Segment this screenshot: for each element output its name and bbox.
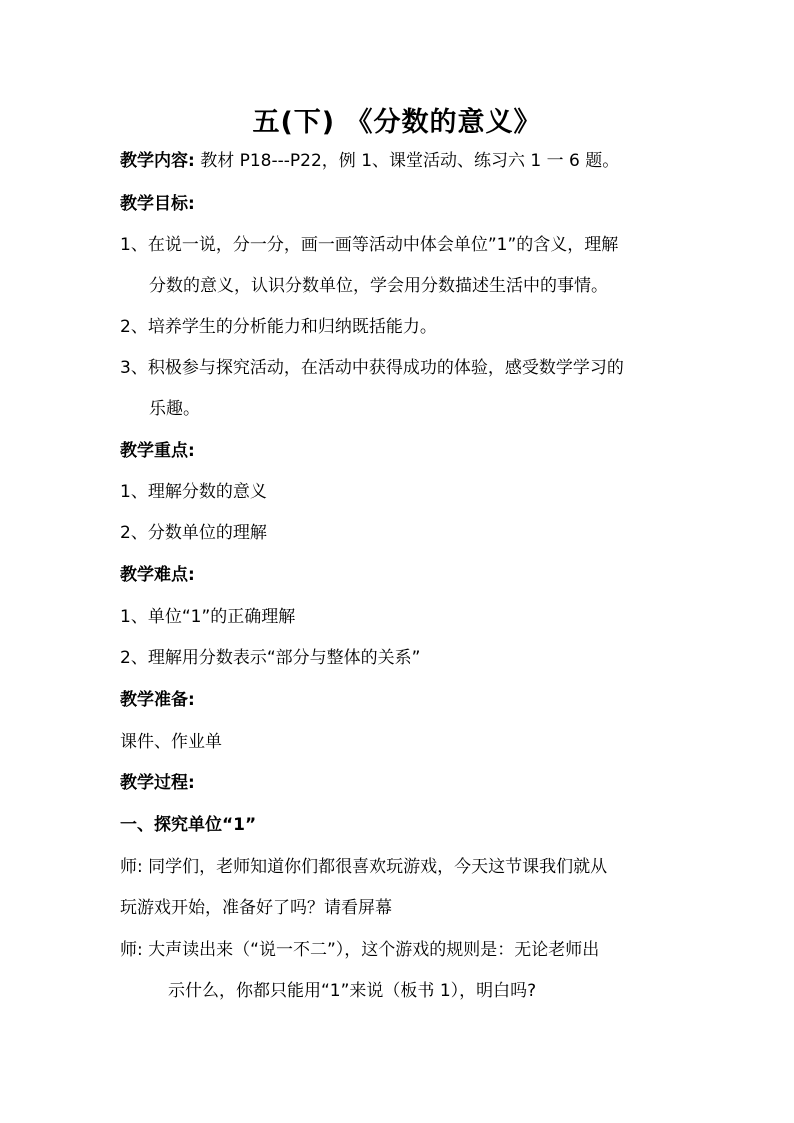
goal-item-3: 3、积极参与探究活动，在活动中获得成功的体验，感受数学学习的 [120, 358, 624, 378]
preparation-text: 课件、作业单 [120, 732, 222, 752]
document-title: 五(下) 《分数的意义》 [252, 107, 542, 138]
process-line-1: 师: 同学们，老师知道你们都很喜欢玩游戏，今天这节课我们就从 [120, 857, 608, 877]
goal-item-2: 2、培养学生的分析能力和归纳既括能力。 [120, 317, 437, 337]
key-point-item-2: 2、分数单位的理解 [120, 523, 267, 543]
goal-item-1-cont: 分数的意义，认识分数单位，学会用分数描述生活中的事情。 [149, 276, 608, 296]
difficulty-item-2: 2、理解用分数表示“部分与整体的关系” [120, 648, 421, 668]
goal-item-3-cont: 乐趣。 [149, 399, 200, 419]
process-heading: 教学过程: [120, 773, 195, 793]
teaching-content-line [120, 150, 680, 172]
goal-item-1: 1、在说一说，分一分，画一画等活动中体会单位”1”的含义，理解 [120, 235, 619, 255]
difficulties-heading: 教学难点: [120, 565, 195, 585]
process-section-1-heading: 一、探究单位“1” [120, 815, 257, 835]
process-line-3: 师: 大声读出来（“说一不二”），这个游戏的规则是：无论老师出 [120, 940, 600, 960]
teaching-content-text: 教材 P18---P22，例 1、课堂活动、练习六 1 一 6 题。 [194, 151, 620, 171]
key-points-heading: 教学重点: [120, 441, 195, 461]
goals-heading: 教学目标: [120, 194, 195, 214]
key-point-item-1: 1、理解分数的意义 [120, 482, 267, 502]
process-line-4: 示什么，你都只能用“1”来说（板书 1），明白吗? [168, 981, 537, 1001]
difficulty-item-1: 1、单位“1”的正确理解 [120, 607, 296, 627]
process-line-2: 玩游戏开始，准备好了吗？请看屏幕 [120, 898, 392, 918]
preparation-heading: 教学准备: [120, 690, 195, 710]
teaching-content-label: 教学内容: [120, 151, 195, 171]
